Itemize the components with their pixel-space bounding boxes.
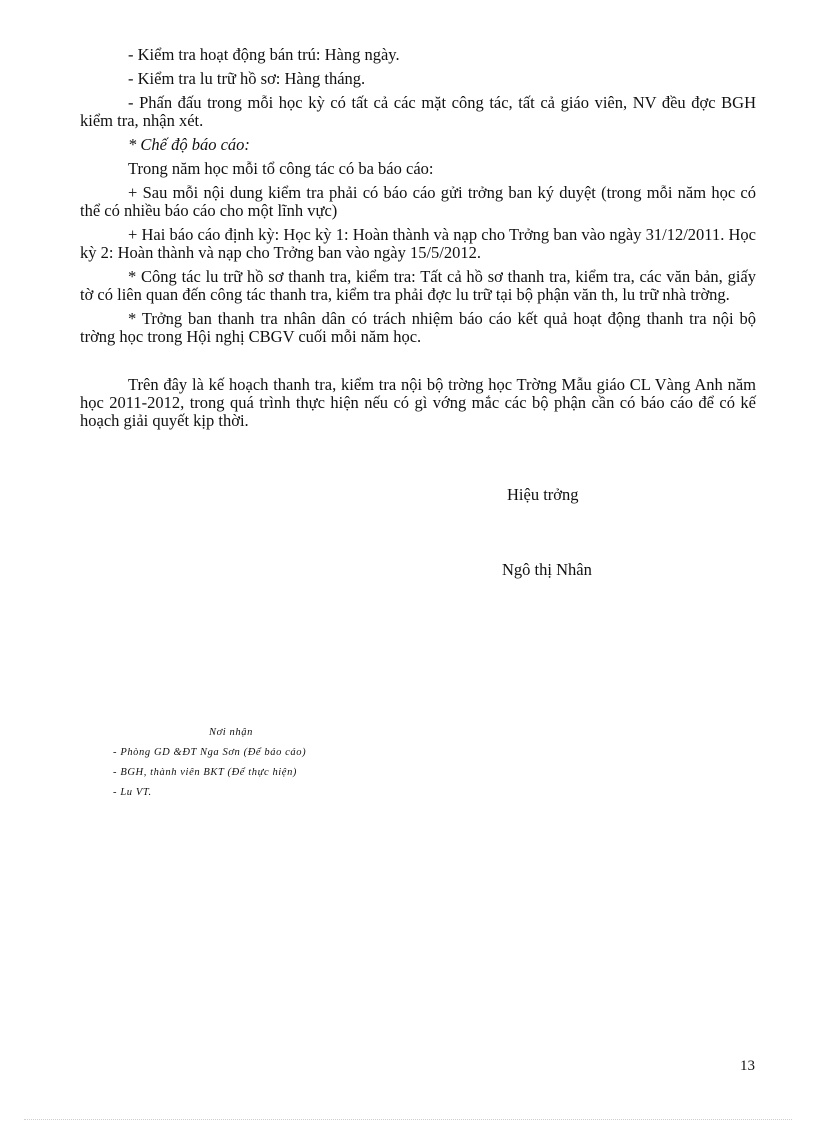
recipients-block <box>113 723 306 803</box>
paragraph-periodic-reports: + Hai báo cáo định kỳ: Học kỳ 1: Hoàn thành và nạp cho Trởng ban vào ngày 31/12/2011. Học kỳ 2: Hoàn thành và nạp cho Trởng ban vào ngày 15/5/2012. <box>80 225 756 262</box>
recipient-item: - Phòng GD &ĐT Nga Sơn (Để báo cáo) <box>113 747 307 758</box>
paragraph-boarding-check: - Kiểm tra hoạt động bán trú: Hàng ngày. <box>128 45 400 64</box>
paragraph-records-check: - Kiểm tra lu trữ hồ sơ: Hàng tháng. <box>128 69 366 88</box>
recipient-item: - BGH, thành viên BKT (Để thực hiện) <box>113 767 298 778</box>
paragraph-three-reports: Trong năm học mỗi tổ công tác có ba báo cáo: <box>128 159 434 178</box>
signature-name: Ngô thị Nhân <box>502 560 592 579</box>
paragraph-closing: Trên đây là kế hoạch thanh tra, kiểm tra nội bộ trờng học Trờng Mẫu giáo CL Vàng Anh năm học 2011-2012, trong quá trình thực hiện nếu có gì vớng mắc các bộ phận cần có báo cáo để có kế hoạch giải quyết kịp thời. <box>80 375 756 430</box>
paragraph-records-archiving: * Công tác lu trữ hồ sơ thanh tra, kiểm tra: Tất cả hồ sơ thanh tra, kiểm tra, các văn bản, giấy tờ có liên quan đến công tác thanh tra, kiểm tra phải đợc lu trữ tại bộ phận văn th, lu trữ nhà trờng. <box>80 267 756 304</box>
page-bottom-divider <box>24 1119 792 1120</box>
paragraph-report-after-check: + Sau mỗi nội dung kiểm tra phải có báo cáo gửi trởng ban ký duyệt (trong mỗi năm học có thể có nhiều báo cáo cho một lĩnh vực) <box>80 183 756 220</box>
recipient-item: - Lu VT. <box>113 787 152 798</box>
section-heading-reporting: * Chế độ báo cáo: <box>128 135 250 154</box>
paragraph-semester-goal: - Phấn đấu trong mỗi học kỳ có tất cả các mặt công tác, tất cả giáo viên, NV đều đợc BGH kiểm tra, nhận xét. <box>80 93 756 130</box>
recipients-title: Nơi nhận <box>209 727 253 738</box>
paragraph-people-inspection: * Trởng ban thanh tra nhân dân có trách nhiệm báo cáo kết quả hoạt động thanh tra nội bộ trờng học trong Hội nghị CBGV cuối mỗi năm học. <box>80 309 756 346</box>
document-body <box>80 46 756 436</box>
page-number: 13 <box>740 1058 755 1074</box>
signature-title: Hiệu trởng <box>507 485 579 504</box>
